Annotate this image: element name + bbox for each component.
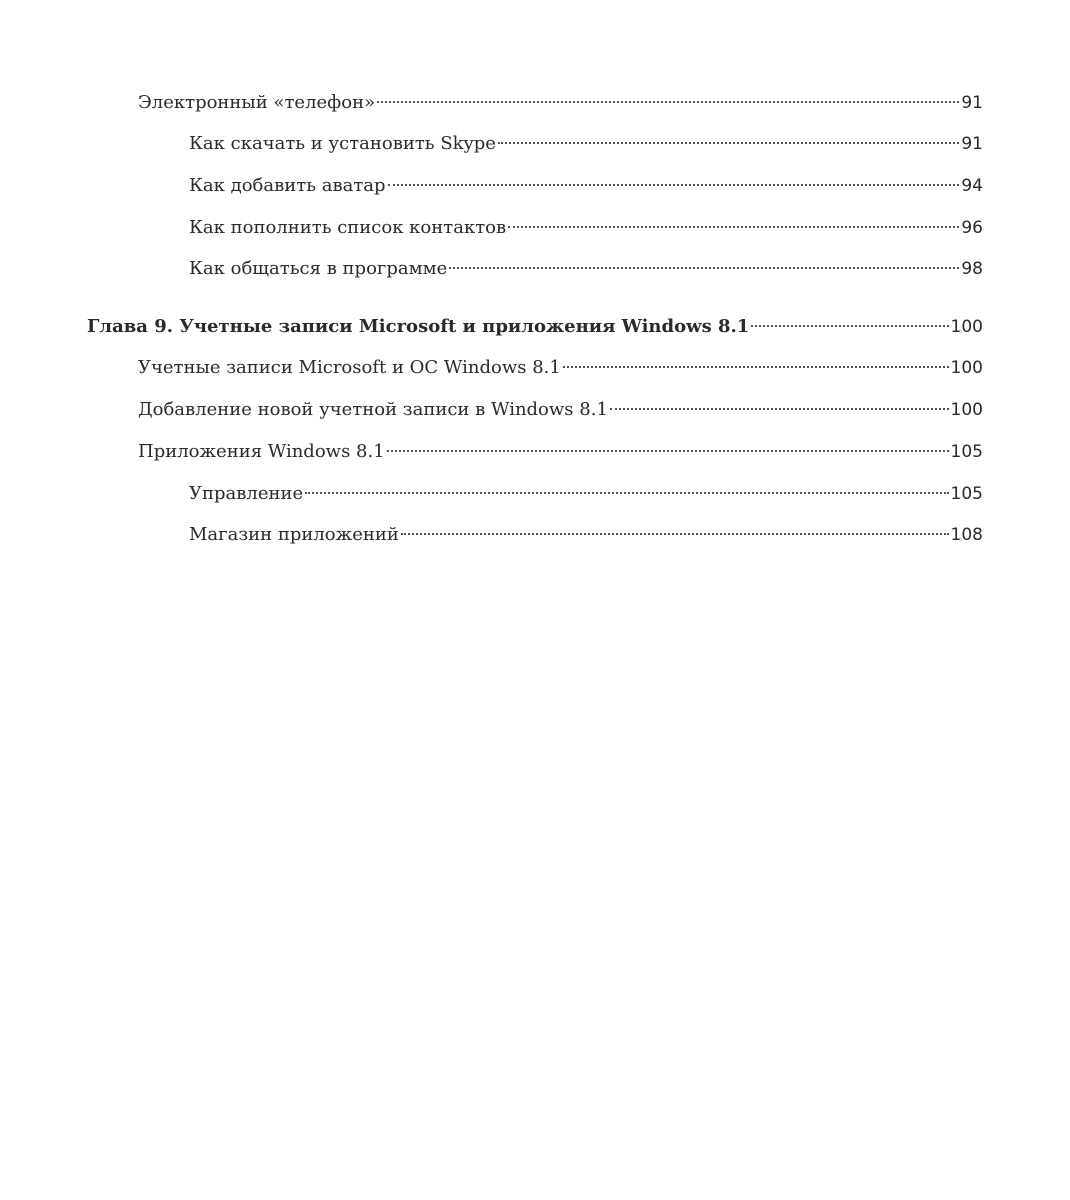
toc-entry — [189, 167, 983, 198]
toc-page-number: 100 — [950, 317, 983, 337]
toc-page-number: 108 — [950, 525, 983, 545]
toc-page-number: 100 — [950, 358, 983, 378]
toc-entry — [138, 391, 983, 422]
toc-entry-title: Приложения Windows 8.1 — [138, 441, 385, 462]
toc-dot-leader — [387, 433, 949, 457]
toc-dot-leader — [449, 250, 959, 274]
toc-page-number: 105 — [950, 484, 983, 504]
toc-page-number: 98 — [961, 259, 983, 279]
toc-entry — [189, 209, 983, 240]
toc-page-number: 100 — [950, 400, 983, 420]
toc-entry — [189, 250, 983, 281]
toc-entry — [189, 516, 983, 547]
toc-entry-title: Магазин приложений — [189, 524, 399, 545]
toc-page-number: 105 — [950, 442, 983, 462]
toc-page-number: 96 — [961, 218, 983, 238]
toc-entry-title: Добавление новой учетной записи в Windows 8.1 — [138, 399, 608, 420]
toc-entry — [138, 349, 983, 380]
toc-entry — [189, 125, 983, 156]
toc-dot-leader — [610, 391, 949, 415]
toc-entry — [138, 84, 983, 115]
toc-dot-leader — [563, 349, 949, 373]
toc-dot-leader — [498, 125, 959, 149]
toc-chapter-title: Глава 9. Учетные записи Microsoft и приложения Windows 8.1 — [87, 316, 750, 337]
toc-dot-leader — [508, 209, 959, 233]
toc-dot-leader — [377, 84, 959, 108]
toc-entry-title: Управление — [189, 483, 304, 504]
toc-dot-leader — [388, 167, 960, 191]
toc-entry-title: Учетные записи Microsoft и ОС Windows 8.1 — [138, 357, 561, 378]
toc-entry-title: Как пополнить список контактов — [189, 217, 507, 238]
toc-dot-leader — [305, 475, 948, 499]
toc-page-number: 91 — [961, 93, 983, 113]
toc-dot-leader — [401, 516, 949, 540]
toc-page-number: 91 — [961, 134, 983, 154]
toc-dot-leader — [751, 308, 948, 332]
toc-entry-title: Как общаться в программе — [189, 258, 448, 279]
toc-page-number: 94 — [961, 176, 983, 196]
toc-entry-title: Как добавить аватар — [189, 175, 386, 196]
toc-entry — [138, 433, 983, 464]
toc-chapter-entry — [87, 308, 983, 339]
toc-entry-title: Электронный «телефон» — [138, 92, 376, 113]
toc-entry-title: Как скачать и установить Skype — [189, 133, 496, 154]
toc-entry — [189, 475, 983, 506]
